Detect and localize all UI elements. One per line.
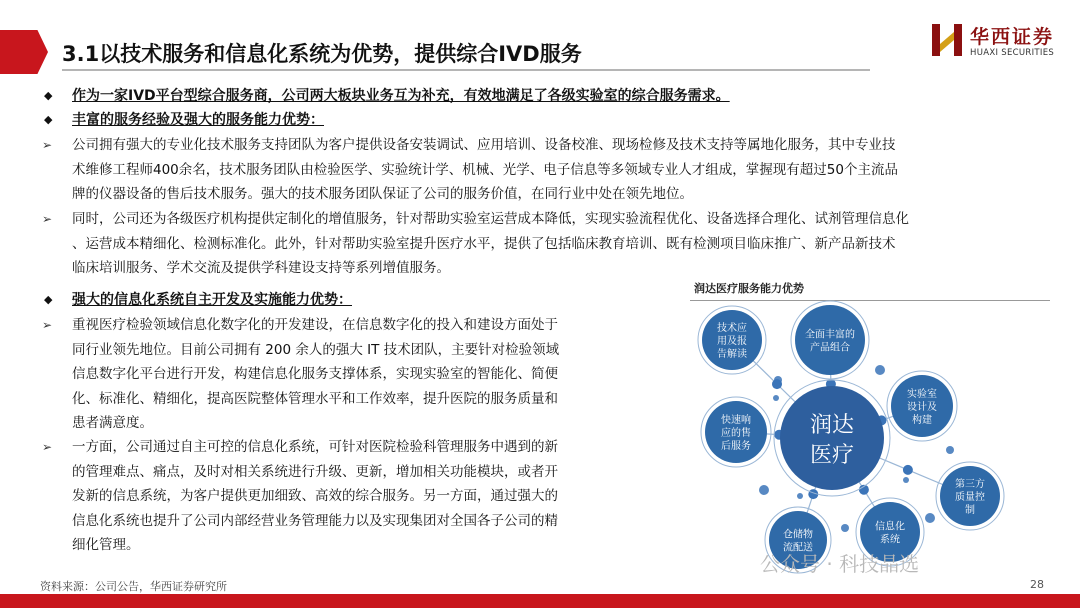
section1-heading: 丰富的服务经验及强大的服务能力优势： [72, 112, 324, 128]
node-label: 应的售 [721, 428, 751, 439]
section2-paragraph-2 [72, 435, 652, 558]
node-label: 第三方 [955, 479, 985, 490]
text-line: 患者满意度。 [72, 415, 153, 431]
title-bar [0, 30, 870, 74]
logo-en-text: HUAXI SECURITIES [970, 48, 1055, 58]
node-label: 设计及 [907, 402, 937, 413]
node-label: 全面丰富的 [805, 329, 855, 341]
diagram-title: 润达医疗服务能力优势 [694, 282, 804, 295]
title-accent-tab [0, 30, 48, 74]
node-label: 用及报 [717, 336, 747, 347]
logo-cn-text: 华西证券 [970, 26, 1055, 48]
text-line: 发新的信息系统，为客户提供更加细致、高效的综合服务。另一方面，通过强大的 [72, 488, 558, 504]
node-label: 系统 [880, 534, 900, 546]
decorative-dot [903, 477, 909, 483]
text-line: 同行业领先地位。目前公司拥有 200 余人的强大 IT 技术团队，主要针对检验领域 [72, 341, 560, 358]
text-line: 信息数字化平台进行开发，构建信息化服务支撑体系，实现实验室的智能化、简便 [72, 366, 558, 382]
node-label: 流配送 [783, 542, 813, 554]
text-line: 术维修工程师400余名，技术服务团队由检验医学、实验统计学、机械、光学、电子信息等多领域专业人才组成，掌握现有超过50个主流品 [72, 161, 898, 178]
node-label: 产品组合 [810, 342, 850, 354]
service-capability-diagram [680, 270, 1056, 580]
section2-heading: 强大的信息化系统自主开发及实施能力优势： [72, 292, 352, 308]
watermark: 公众号 · 科技晶选 [760, 552, 920, 576]
decorative-dot [774, 376, 782, 384]
slide-title: 3.1以技术服务和信息化系统为优势，提供综合IVD服务 [62, 42, 582, 66]
section1-paragraph-1 [72, 133, 1047, 207]
decorative-dot [841, 524, 849, 532]
node-label: 构建 [912, 415, 932, 426]
node-label: 告解读 [717, 349, 747, 360]
node-label: 后服务 [721, 441, 751, 452]
diamond-bullet-icon: ◆ [44, 293, 53, 306]
text-line: 的管理难点、痛点，及时对相关系统进行升级、更新，增加相关功能模块，或者开 [72, 463, 558, 480]
text-line: 牌的仪器设备的售后技术服务。强大的技术服务团队保证了公司的服务价值，在同行业中处在领先地位。 [72, 186, 693, 202]
node-label: 技术应 [717, 323, 747, 334]
decorative-dot [875, 365, 885, 375]
center-circle [780, 386, 884, 490]
diagram-canvas [680, 270, 1056, 580]
decorative-dot [946, 446, 954, 454]
footer-bar [0, 594, 1080, 608]
page-number: 28 [1030, 578, 1044, 591]
diamond-bullet-icon: ◆ [44, 113, 53, 126]
arrow-bullet-icon: ➢ [42, 440, 53, 454]
intro-statement: 作为一家IVD平台型综合服务商，公司两大板块业务互为补充，有效地满足了各级实验室的综合服务需求。 [72, 88, 730, 104]
text-line: 信息化系统也提升了公司内部经营业务管理能力以及实现集团对全国各子公司的精 [72, 512, 558, 529]
text-line: 临床培训服务、学术交流及提供学科建设支持等系列增值服务。 [72, 260, 450, 276]
text-line: 化、标准化、精细化，提高医院整体管理水平和工作效率，提升医院的服务质量和 [72, 390, 558, 407]
company-logo [930, 20, 1070, 66]
source-note: 资料来源：公司公告，华西证券研究所 [40, 580, 227, 593]
decorative-dot [797, 493, 803, 499]
text-line: 、运营成本精细化、检测标准化。此外，针对帮助实验室提升医疗水平，提供了包括临床教育培训、既有检测项目临床推广、新产品新技术 [72, 235, 896, 252]
node-label: 仓储物 [783, 529, 813, 541]
huaxi-logo-icon [930, 22, 964, 58]
text-line: 重视医疗检验领域信息化数字化的开发建设，在信息数字化的投入和建设方面处于 [72, 317, 558, 333]
node-label: 质量控 [955, 492, 985, 503]
node-label: 制 [965, 505, 975, 516]
decorative-dot [773, 395, 779, 401]
diamond-bullet-icon: ◆ [44, 89, 53, 102]
connector-dot [903, 465, 913, 475]
section2-paragraph-1 [72, 313, 652, 436]
arrow-bullet-icon: ➢ [42, 212, 53, 226]
arrow-bullet-icon: ➢ [42, 318, 53, 332]
text-line: 同时，公司还为各级医疗机构提供定制化的增值服务，针对帮助实验室运营成本降低，实现实验流程优化、设备选择合理化、试剂管理信息化 [72, 211, 909, 227]
node-label: 信息化 [875, 521, 905, 533]
decorative-dot [925, 513, 935, 523]
center-label: 润达 [809, 413, 855, 438]
center-label: 医疗 [809, 443, 855, 468]
title-divider [62, 69, 870, 71]
text-line: 公司拥有强大的专业化技术服务支持团队为客户提供设备安装调试、应用培训、设备校准、现场检修及技术支持等属地化服务，其中专业技 [72, 137, 896, 153]
text-line: 一方面，公司通过自主可控的信息化系统，可针对医院检验科管理服务中遇到的新 [72, 439, 558, 455]
arrow-bullet-icon: ➢ [42, 138, 53, 152]
decorative-dot [759, 485, 769, 495]
text-line: 细化管理。 [72, 537, 140, 553]
node-label: 实验室 [907, 389, 937, 400]
node-label: 快速响 [721, 415, 751, 426]
